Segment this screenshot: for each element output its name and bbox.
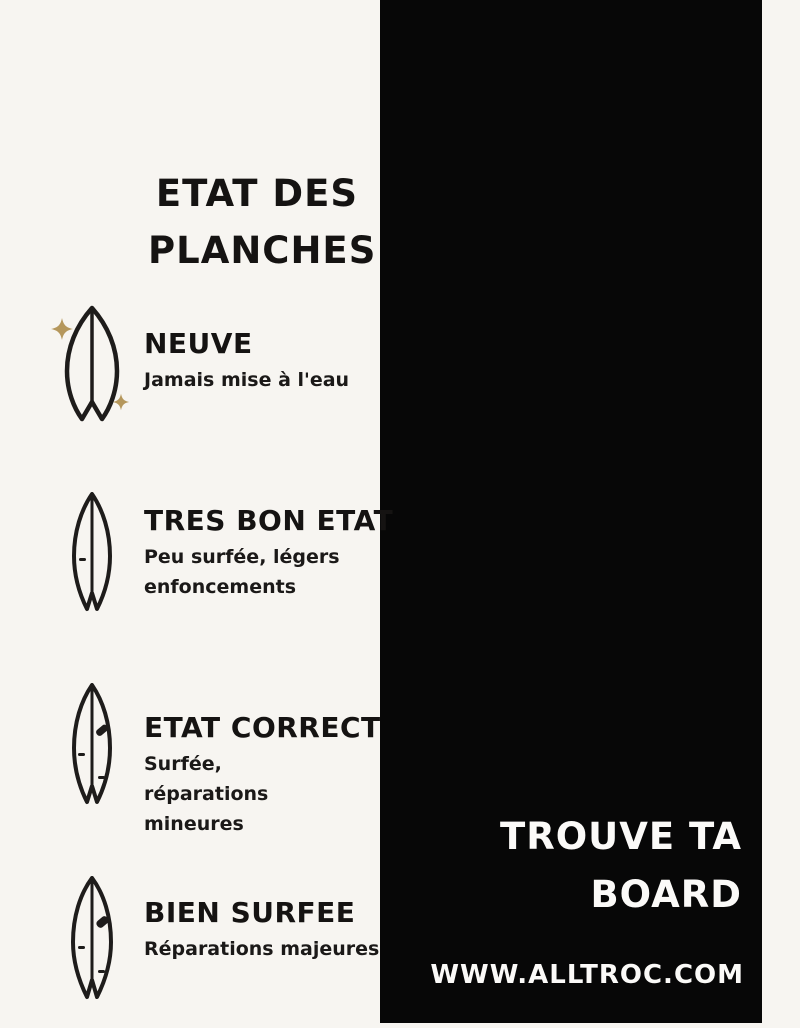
surfboard-major-repairs-svg bbox=[67, 876, 117, 1002]
surfboard-minor-repairs-svg bbox=[68, 683, 116, 807]
page-title bbox=[148, 165, 377, 279]
condition-row-etat-correct bbox=[46, 683, 381, 839]
page-title-line1: ETAT DES bbox=[155, 172, 359, 215]
condition-description: Jamais mise à l'eau bbox=[144, 369, 350, 391]
condition-description: Peu surfée, légers enfoncements bbox=[144, 546, 340, 598]
surfboard-pristine-svg bbox=[46, 305, 138, 425]
sparkle-icon bbox=[51, 318, 73, 340]
surfboard-minor-repairs-icon bbox=[46, 683, 138, 839]
condition-name: NEUVE bbox=[144, 327, 253, 360]
condition-text bbox=[144, 305, 349, 425]
condition-row-neuve bbox=[46, 305, 349, 425]
condition-row-tres-bon-etat bbox=[46, 492, 393, 614]
condition-name: ETAT CORRECT bbox=[144, 711, 381, 744]
page-title-line2: PLANCHES bbox=[148, 229, 377, 272]
condition-row-bien-surfee bbox=[46, 876, 379, 1002]
condition-description: Réparations majeures bbox=[144, 938, 380, 960]
panel-headline-line2: BOARD bbox=[590, 873, 742, 916]
condition-name: BIEN SURFEE bbox=[144, 896, 356, 929]
condition-text bbox=[144, 683, 381, 839]
surfboard-pristine-icon bbox=[46, 305, 138, 425]
panel-headline-line1: TROUVE TA bbox=[499, 815, 742, 858]
condition-text bbox=[144, 876, 379, 1002]
surfboard-major-repairs-icon bbox=[46, 876, 138, 1002]
condition-name: TRES BON ETAT bbox=[144, 504, 394, 537]
condition-text bbox=[144, 492, 393, 614]
panel-headline bbox=[500, 808, 742, 924]
website-url: WWW.ALLTROC.COM bbox=[430, 960, 744, 990]
surfboard-light-dings-svg bbox=[68, 492, 116, 614]
surfboard-light-dings-icon bbox=[46, 492, 138, 614]
condition-description: Surfée, réparations mineures bbox=[144, 753, 269, 835]
